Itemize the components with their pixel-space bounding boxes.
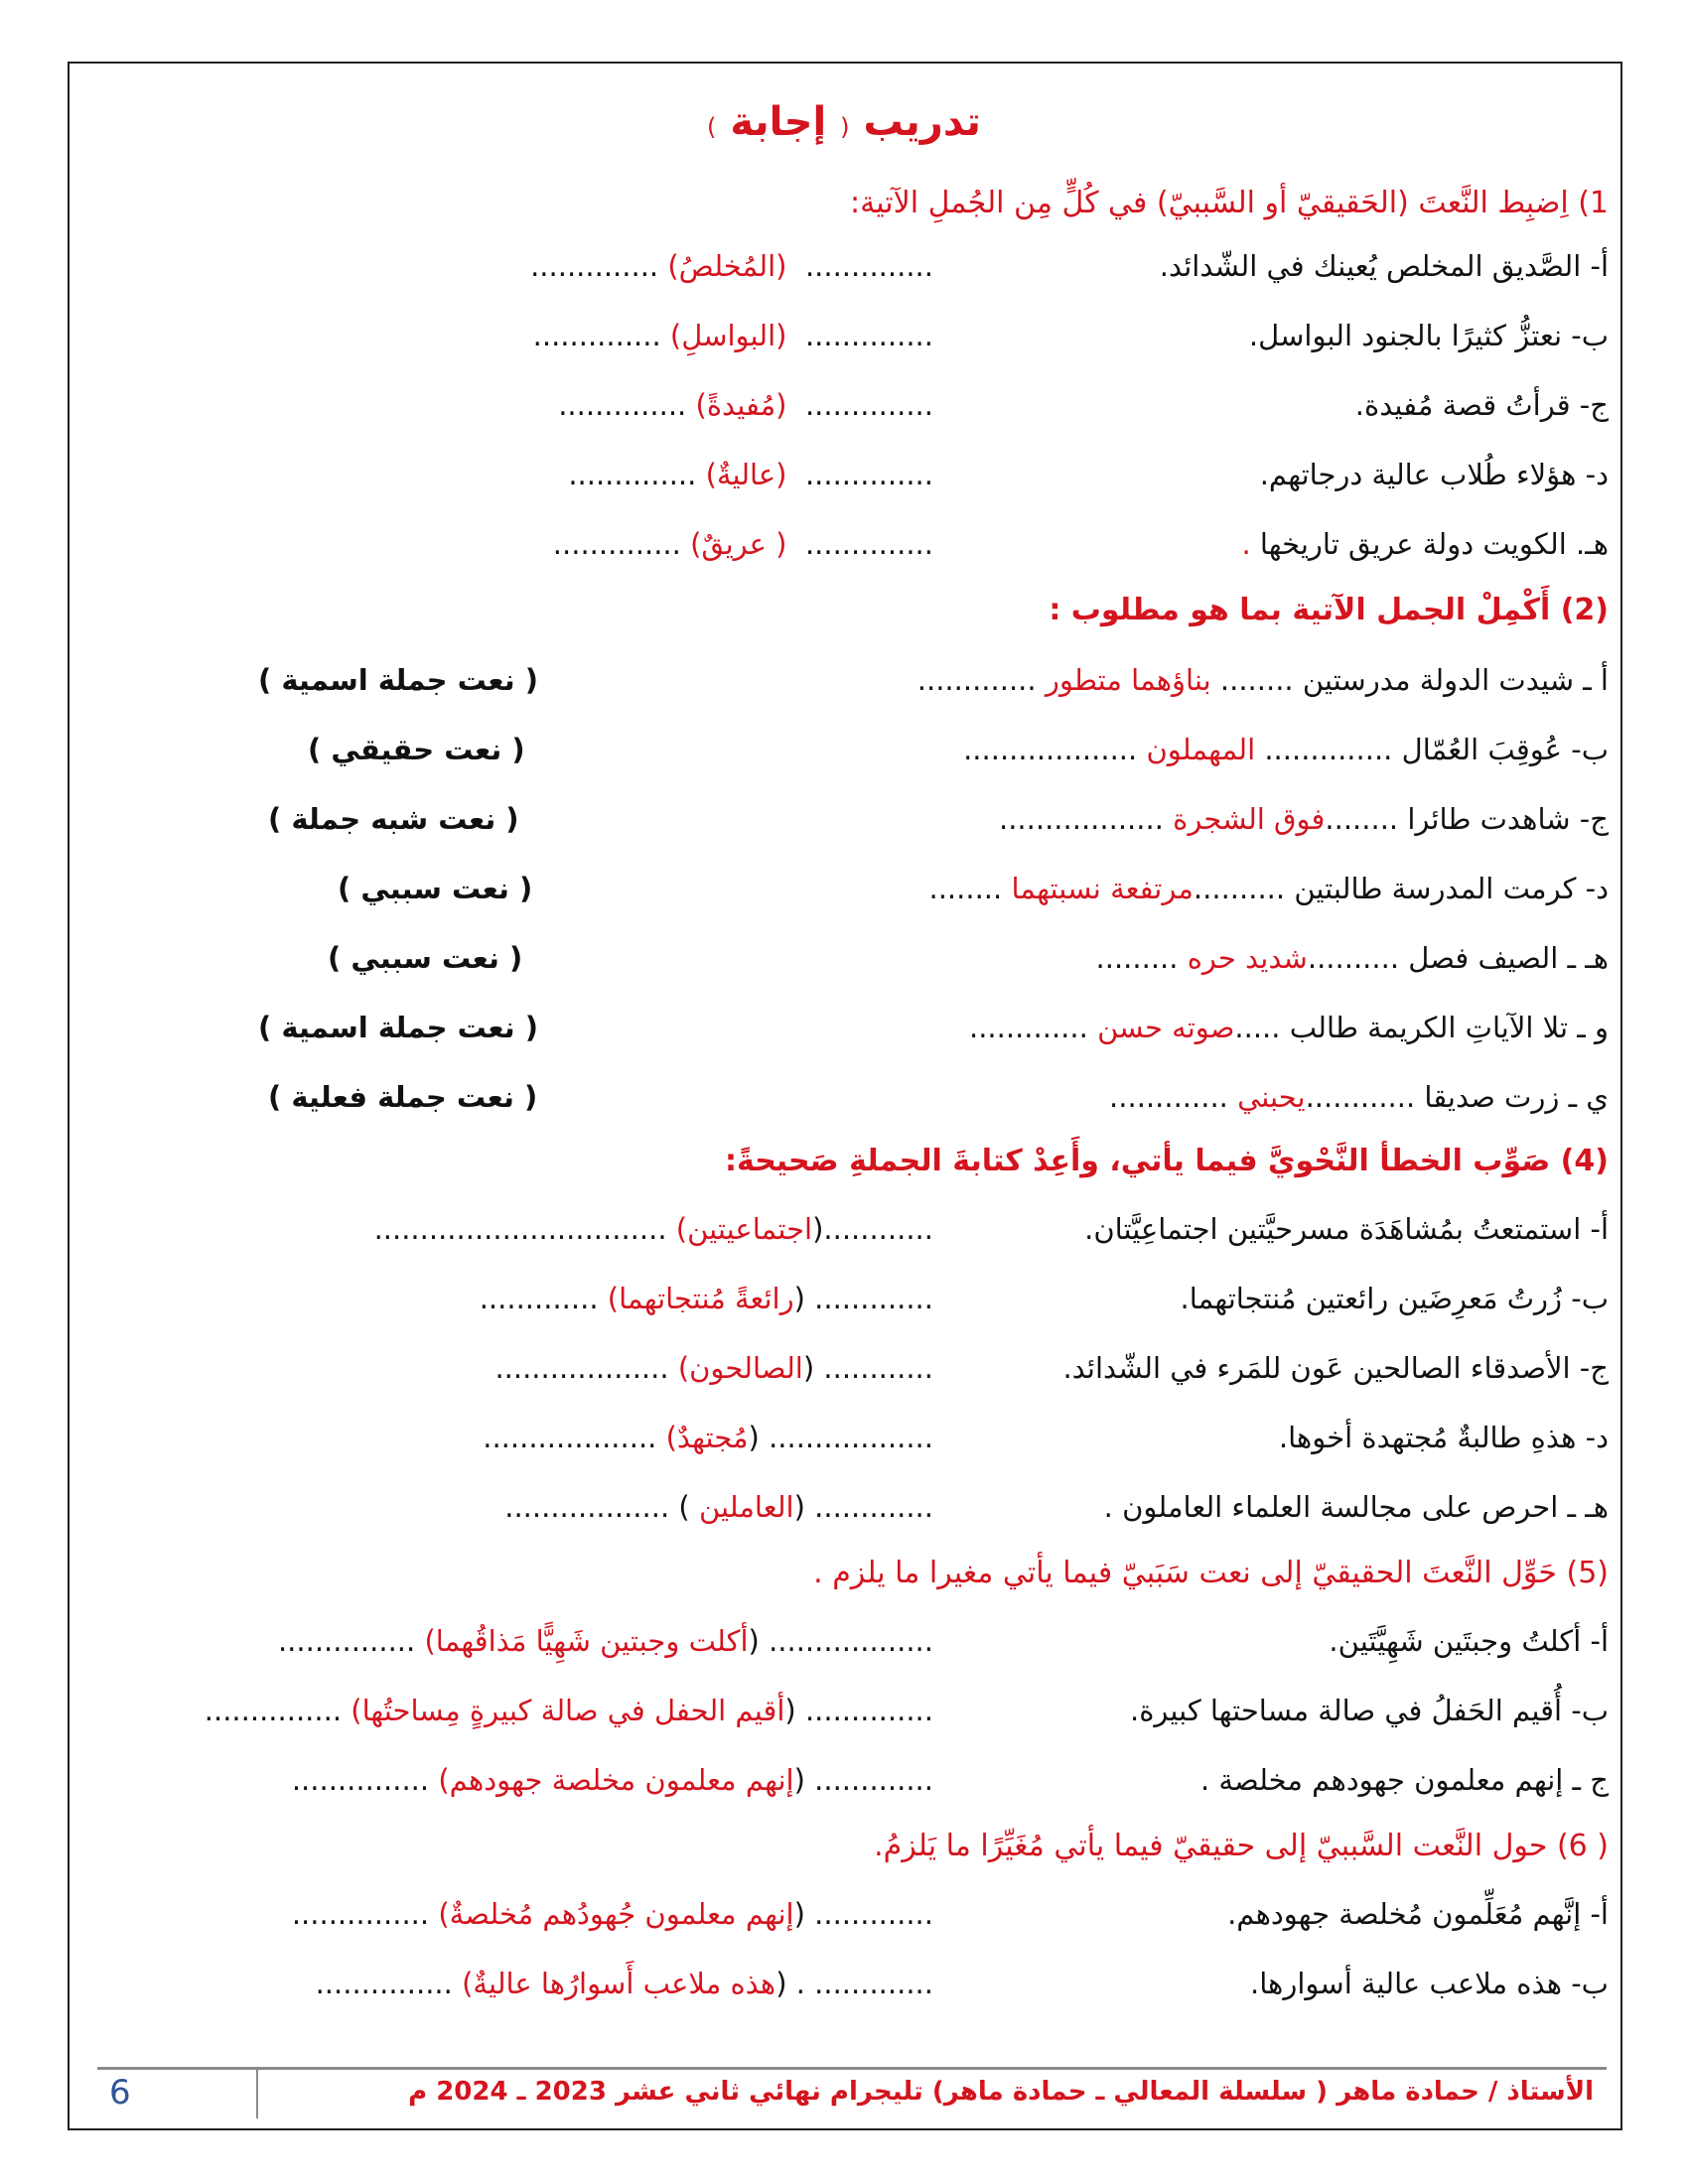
question-text: ب- هذه ملاعب عالية أسوارها.	[1250, 1967, 1609, 2000]
answer-line: ............(اجتماعيتين) ................................	[373, 1212, 933, 1246]
answer-text: المهملون	[1146, 733, 1256, 766]
section-2-heading-text: (2) أَكْمِلْ الجمل الآتية بما هو مطلوب :	[1049, 593, 1609, 627]
footer-separator	[256, 2067, 258, 2118]
answer-line: .............. (مُفيدةً) ..............	[558, 388, 933, 422]
s2-item-f	[99, 1003, 1609, 1052]
footer-author: الأستاذ / حمادة ماهر ( سلسلة المعالي ـ حمادة ماهر) تليجرام نهائي ثاني عشر 2023 ـ 2024 م	[408, 2077, 1594, 2107]
answer-line: .............. (عاليةٌ) ..............	[568, 458, 933, 491]
question-text: هـ. الكويت دولة عريق تاريخها .	[1241, 527, 1609, 561]
answer-text: (البواسلِ)	[669, 319, 787, 352]
question-text: ب- أُقيم الحَفلُ في صالة مساحتها كبيرة.	[1129, 1694, 1609, 1727]
s2-item-d	[99, 864, 1609, 913]
answer-text: بناؤهما متطور	[1045, 663, 1211, 697]
answer-text: إنهم معلمون جُهودُهم مُخلصةٌ)	[438, 1897, 794, 1931]
footer-divider	[97, 2067, 1607, 2070]
answer-line: ............ (الصالحون) ...................	[494, 1351, 933, 1385]
answer-text: هذه ملاعب أَسوارُها عاليةٌ)	[462, 1967, 776, 2000]
s2-item-c	[99, 794, 1609, 844]
answer-line: .............. (المُخلصُ) ..............	[530, 249, 933, 283]
s6-item-b	[99, 1959, 1609, 2008]
s2-item-g	[99, 1072, 1609, 1122]
answer-line: ............. . (هذه ملاعب أَسوارُها عاليةٌ) ...............	[315, 1967, 933, 2000]
question-text: أ- استمتعتُ بمُشاهَدَة مسرحيَّتين اجتماعِيَّتان.	[1084, 1212, 1609, 1246]
answer-type: ( نعت جملة فعلية )	[268, 1080, 538, 1114]
question-text: ب- عُوقِبَ العُمّال .............. المهملون ...................	[963, 733, 1609, 766]
s1-item-b	[99, 311, 1609, 360]
s5-item-b	[99, 1686, 1609, 1735]
question-text: أ- إنَّهم مُعَلِّمون مُخلصة جهودهم.	[1227, 1897, 1609, 1931]
section-1-heading-text: 1) اِضبِط النَّعتَ (الحَقيقيّ أو السَّببيّ) في كُلٍّ مِن الجُملِ الآتية:	[850, 186, 1609, 220]
answer-line: ............. (العاملين ) ..................	[504, 1490, 933, 1524]
question-text: ي ـ زرت صديقا ............يحبني .............	[1109, 1080, 1609, 1114]
answer-line: .................. (أكلت وجبتين شَهِيًّا مَذاقُهما) ...............	[277, 1624, 933, 1658]
page-title	[0, 99, 1688, 145]
s6-item-a	[99, 1889, 1609, 1939]
s1-item-d	[99, 450, 1609, 499]
answer-type: ( نعت سببي )	[338, 872, 533, 905]
s1-item-a	[99, 241, 1609, 291]
answer-type: ( نعت جملة اسمية )	[258, 663, 538, 697]
s1-item-e	[99, 519, 1609, 569]
section-5-heading	[99, 1549, 1609, 1598]
s5-item-c	[99, 1755, 1609, 1805]
answer-text: (مُفيدةً)	[695, 388, 787, 422]
answer-text: رائعةً مُنتجاتهما)	[607, 1282, 794, 1315]
answer-line: ............. (رائعةً مُنتجاتهما) .............	[479, 1282, 933, 1315]
question-text: ب- زُرتُ مَعرِضَين رائعتين مُنتجاتهما.	[1180, 1282, 1609, 1315]
answer-text: ( عريقٌ)	[690, 527, 787, 561]
s5-item-a	[99, 1616, 1609, 1666]
question-text: ج- شاهدت طائرا ........فوق الشجرة ..................	[999, 802, 1609, 836]
question-text: هـ ـ الصيف فصل ..........شديد حره .........	[1095, 941, 1609, 975]
answer-text: العاملين	[698, 1490, 794, 1524]
answer-type: ( نعت جملة اسمية )	[258, 1011, 538, 1044]
answer-text: إنهم معلمون مخلصة جهودهم)	[438, 1763, 794, 1797]
s2-item-a	[99, 655, 1609, 705]
answer-line: .............. ( عريقٌ) ..............	[552, 527, 933, 561]
question-text: أ- أكلتُ وجبتَين شَهِيَّتَين.	[1329, 1624, 1609, 1658]
section-5-heading-text: (5) حَوِّل النَّعتَ الحقيقيّ إلى نعت سَبَبيّ فيما يأتي مغيرا ما يلزم .	[813, 1556, 1609, 1590]
answer-text: شديد حره	[1187, 941, 1308, 975]
answer-line: ............. (إنهم معلمون جُهودُهم مُخلصةٌ) ...............	[291, 1897, 933, 1931]
answer-type: ( نعت شبه جملة )	[268, 802, 519, 836]
answer-text: أكلت وجبتين شَهِيًّا مَذاقُهما)	[424, 1624, 749, 1658]
answer-text: مرتفعة نسبتهما	[1011, 872, 1194, 905]
question-text: أ ـ شيدت الدولة مدرستين ........ بناؤهما متطور .............	[916, 663, 1609, 697]
s4-item-b	[99, 1274, 1609, 1323]
section-2-heading	[99, 586, 1609, 635]
question-text: د- هؤلاء طُلاب عالية درجاتهم.	[1259, 458, 1609, 491]
answer-text: يحبني	[1237, 1080, 1306, 1114]
question-text: ب- نعتزُّ كثيرًا بالجنود البواسل.	[1248, 319, 1609, 352]
section-4-heading-text: (4) صَوِّب الخطأ النَّحْويَّ فيما يأتي، وأَعِدْ كتابةَ الجملةِ صَحيحةً:	[725, 1144, 1609, 1178]
page-number: 6	[109, 2073, 131, 2113]
question-text: و ـ تلا الآياتِ الكريمة طالب .....صوته حسن .............	[969, 1011, 1609, 1044]
answer-type: ( نعت حقيقي )	[308, 733, 525, 766]
s2-item-b	[99, 725, 1609, 774]
section-4-heading	[99, 1137, 1609, 1186]
question-text: هـ ـ احرص على مجالسة العلماء العاملون .	[1103, 1490, 1609, 1524]
answer-text: صوته حسن	[1097, 1011, 1235, 1044]
question-text: د- كرمت المدرسة طالبتين ..........مرتفعة نسبتهما ........	[928, 872, 1609, 905]
answer-line: .............. (البواسلِ) ..............	[532, 319, 933, 352]
question-text: ج- قرأتُ قصة مُفيدة.	[1354, 388, 1609, 422]
title-answer: إجابة	[730, 99, 827, 145]
answer-text: مُجتهدٌ)	[665, 1421, 749, 1454]
s1-item-c	[99, 380, 1609, 430]
answer-line: .................. (مُجتهدٌ) ...................	[483, 1421, 933, 1454]
answer-text: الصالحون)	[677, 1351, 803, 1385]
answer-text: اجتماعيتين)	[675, 1212, 813, 1246]
question-text: د- هذهِ طالبةٌ مُجتهدة أخوها.	[1278, 1421, 1609, 1454]
s4-item-d	[99, 1413, 1609, 1462]
title-close-paren: )	[707, 113, 717, 141]
s4-item-e	[99, 1482, 1609, 1532]
answer-type: ( نعت سببي )	[328, 941, 523, 975]
answer-text: أقيم الحفل في صالة كبيرةٍ مِساحتُها)	[351, 1694, 785, 1727]
question-text: أ- الصَّديق المخلص يُعينك في الشّدائد.	[1159, 249, 1609, 283]
answer-line: .............. (أقيم الحفل في صالة كبيرةٍ مِساحتُها) ...............	[204, 1694, 933, 1727]
s4-item-a	[99, 1204, 1609, 1254]
s4-item-c	[99, 1343, 1609, 1393]
title-open-paren: (	[840, 113, 850, 141]
answer-line: ............. (إنهم معلمون مخلصة جهودهم) ...............	[291, 1763, 933, 1797]
section-6-heading	[99, 1822, 1609, 1871]
s2-item-e	[99, 933, 1609, 983]
section-6-heading-text: ( 6) حول النَّعت السَّببيّ إلى حقيقيّ فيما يأتي مُغَيِّرًا ما يَلزمُ.	[874, 1829, 1609, 1863]
question-text: ج ـ إنهم معلمون جهودهم مخلصة .	[1199, 1763, 1609, 1797]
answer-text: (عاليةٌ)	[705, 458, 787, 491]
section-1-heading	[99, 179, 1609, 228]
answer-text: (المُخلصُ)	[667, 249, 787, 283]
answer-text: فوق الشجرة	[1173, 802, 1326, 836]
title-main: تدريب	[863, 99, 981, 145]
question-text: ج- الأصدقاء الصالحين عَون للمَرء في الشّدائد.	[1062, 1351, 1609, 1385]
